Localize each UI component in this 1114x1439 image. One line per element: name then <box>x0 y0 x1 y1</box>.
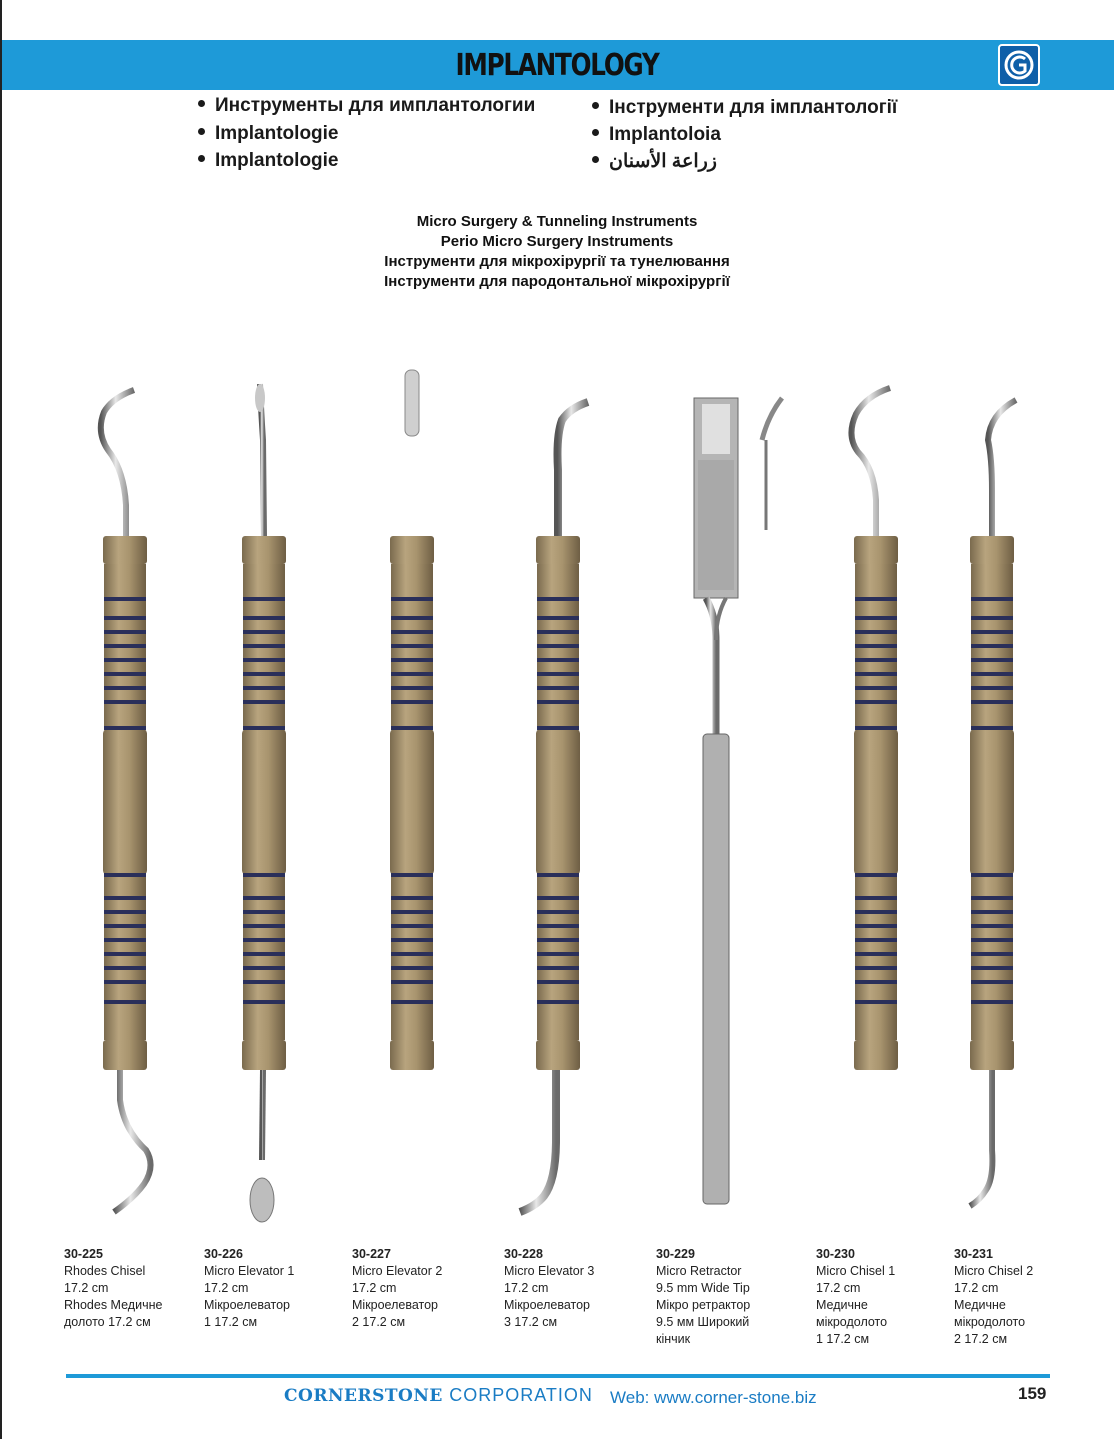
product-line: 17.2 cm <box>64 1281 109 1295</box>
cornerstone-logo-icon <box>998 44 1040 86</box>
language-item-portuguese: Implantoloia <box>592 124 721 146</box>
product-code: 30-229 <box>656 1247 695 1261</box>
product-line: 17.2 cm <box>352 1281 397 1295</box>
product-caption-30-230 <box>816 1246 895 1348</box>
product-caption-30-228 <box>504 1246 594 1331</box>
section-subtitles <box>0 212 1114 292</box>
product-line: мікродолото <box>954 1315 1026 1329</box>
product-line: Micro Elevator 3 <box>504 1264 595 1278</box>
product-line: 2 17.2 см <box>954 1332 1008 1346</box>
product-line: 17.2 cm <box>504 1281 549 1295</box>
product-line: Rhodes Медичне <box>64 1298 163 1312</box>
product-line: Мікро ретрактор <box>656 1298 751 1312</box>
footer-website: Web: www.corner-stone.biz <box>610 1388 817 1407</box>
product-line: Micro Retractor <box>656 1264 742 1278</box>
instrument-30-228 <box>520 402 588 1212</box>
product-line: 1 17.2 см <box>816 1332 870 1346</box>
instrument-30-231 <box>970 400 1016 1206</box>
instrument-30-230 <box>851 388 898 1222</box>
product-line: Rhodes Chisel <box>64 1264 146 1278</box>
subtitle-line: Інструменти для мікрохірургії та тунелювання <box>384 253 730 270</box>
product-line: 1 17.2 см <box>204 1315 258 1329</box>
product-line: 9.5 mm Wide Tip <box>656 1281 750 1295</box>
product-line: 2 17.2 см <box>352 1315 406 1329</box>
language-item-arabic: زراعة الأسنان <box>592 150 717 173</box>
language-item-ukrainian: Інструменти для імплантології <box>592 97 897 119</box>
instrument-30-227 <box>390 370 434 1232</box>
product-caption-30-226 <box>204 1246 294 1331</box>
product-code: 30-227 <box>352 1247 391 1261</box>
product-line: Micro Chisel 2 <box>954 1264 1034 1278</box>
product-caption-30-225 <box>64 1246 162 1331</box>
product-caption-30-229 <box>656 1246 750 1348</box>
instrument-30-225 <box>101 390 151 1212</box>
subtitle-line: Perio Micro Surgery Instruments <box>440 233 674 250</box>
product-line: 9.5 мм Широкий <box>656 1315 750 1329</box>
page-title: IMPLANTOLOGY <box>455 48 659 83</box>
product-line: Micro Elevator 1 <box>204 1264 295 1278</box>
footer-divider <box>66 1374 1050 1378</box>
company-name-bold: CORNERSTONE <box>284 1386 443 1406</box>
product-line: мікродолото <box>816 1315 888 1329</box>
language-item-russian: Инструменты для имплантологии <box>198 95 535 117</box>
instrument-30-226 <box>242 384 286 1222</box>
product-line: 17.2 cm <box>816 1281 861 1295</box>
footer-company-name <box>284 1385 593 1406</box>
subtitle-line: Інструменти для пародонтальної мікрохірургії <box>384 273 730 290</box>
product-line: кінчик <box>656 1332 691 1346</box>
product-line: Micro Elevator 2 <box>352 1264 443 1278</box>
instrument-30-229 <box>694 398 782 1204</box>
product-caption-30-227 <box>352 1246 442 1331</box>
product-line: Micro Chisel 1 <box>816 1264 896 1278</box>
product-caption-30-231 <box>954 1246 1033 1348</box>
company-name-rest: CORPORATION <box>449 1385 593 1405</box>
product-line: долото 17.2 см <box>64 1315 151 1329</box>
subtitle-line: Micro Surgery & Tunneling Instruments <box>416 213 698 230</box>
product-code: 30-231 <box>954 1247 993 1261</box>
product-line: Мікроелеватор <box>504 1298 591 1312</box>
product-line: Мікроелеватор <box>204 1298 291 1312</box>
product-line: 17.2 cm <box>204 1281 249 1295</box>
product-line: Медичне <box>954 1298 1006 1312</box>
language-item-french: Implantologie <box>198 150 339 172</box>
product-line: 17.2 cm <box>954 1281 999 1295</box>
page-number: 159 <box>1018 1384 1047 1403</box>
product-code: 30-226 <box>204 1247 243 1261</box>
product-code: 30-225 <box>64 1247 103 1261</box>
product-code: 30-230 <box>816 1247 855 1261</box>
product-line: 3 17.2 см <box>504 1315 558 1329</box>
language-item-german: Implantologie <box>198 123 339 145</box>
product-code: 30-228 <box>504 1247 543 1261</box>
product-line: Медичне <box>816 1298 868 1312</box>
product-line: Мікроелеватор <box>352 1298 439 1312</box>
instrument-illustrations <box>0 360 1114 1240</box>
